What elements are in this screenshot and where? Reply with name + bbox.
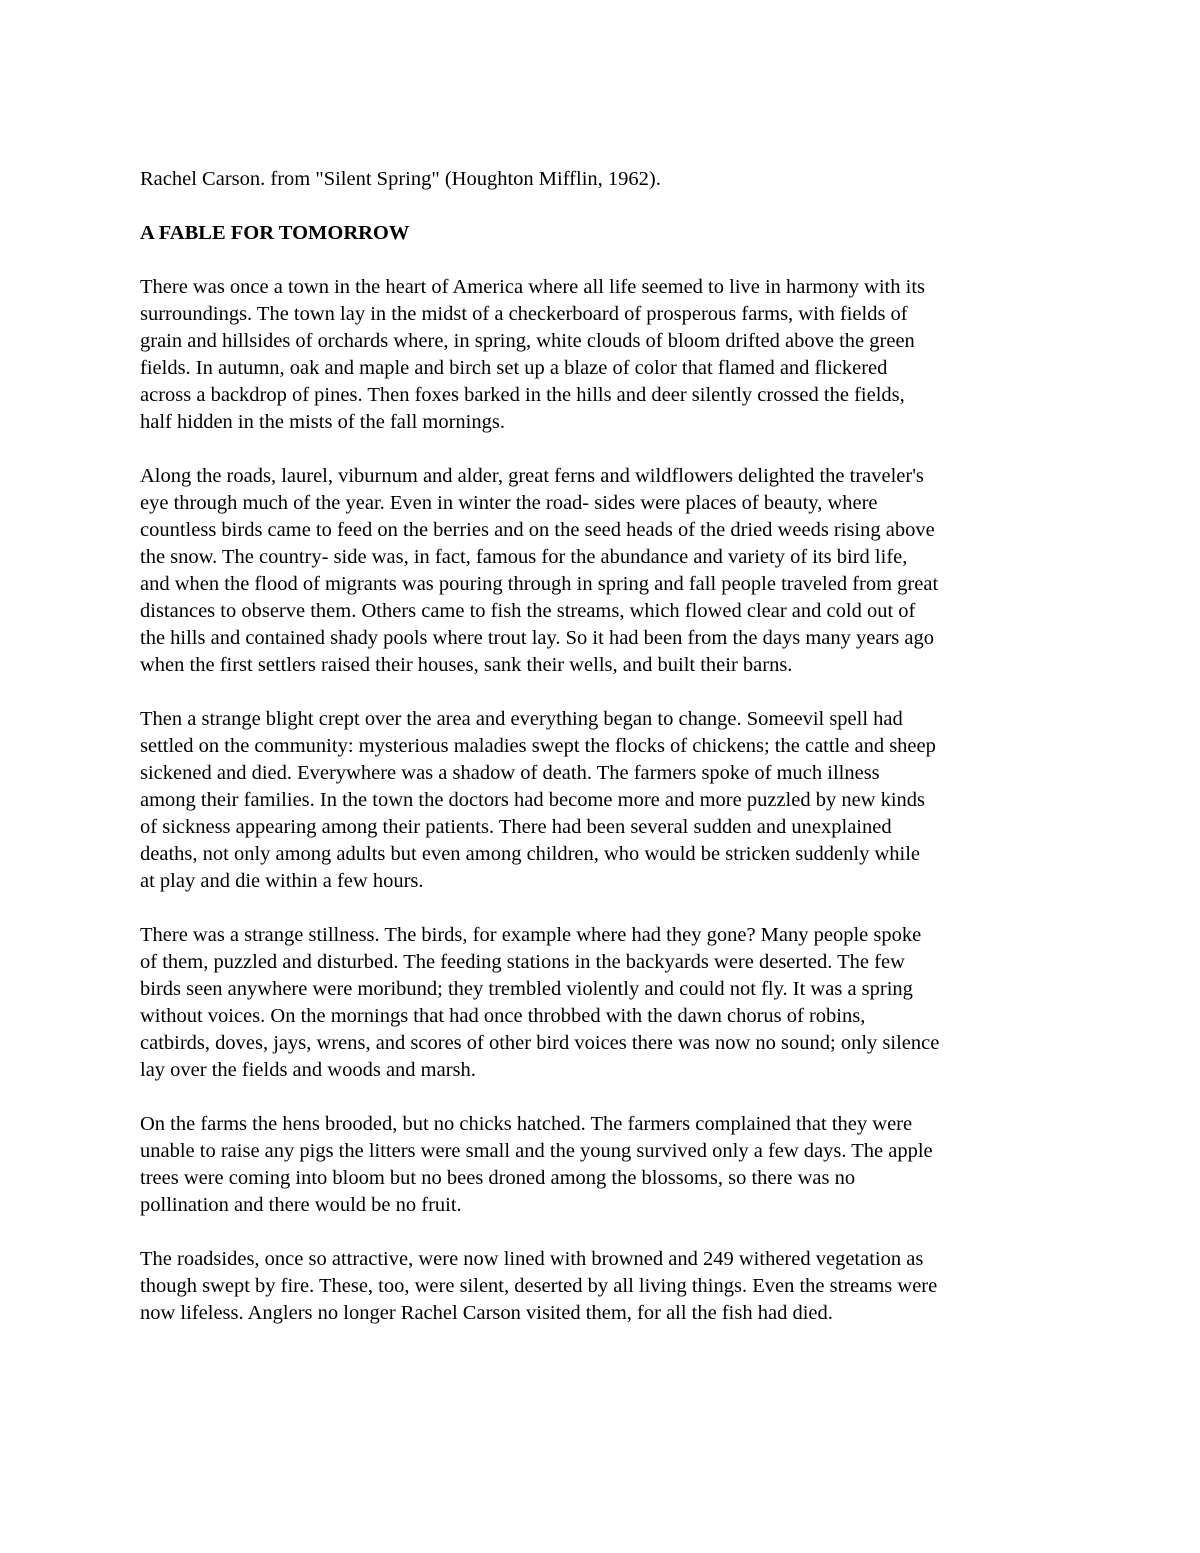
essay-title: A FABLE FOR TOMORROW (140, 222, 410, 244)
text-line: Along the roads, laurel, viburnum and alder, great ferns and wildflowers delighted the traveler's (140, 465, 924, 487)
text-line: eye through much of the year. Even in winter the road- sides were places of beauty, where (140, 492, 878, 514)
text-line: and when the flood of migrants was pouring through in spring and fall people traveled from great (140, 573, 939, 595)
text-line: settled on the community: mysterious maladies swept the flocks of chickens; the cattle and sheep (140, 735, 936, 757)
text-line: deaths, not only among adults but even among children, who would be stricken suddenly while (140, 843, 920, 865)
text-line: The roadsides, once so attractive, were now lined with browned and 249 withered vegetation as (140, 1248, 924, 1270)
text-line: birds seen anywhere were moribund; they trembled violently and could not fly. It was a spring (140, 978, 913, 1000)
text-line: countless birds came to feed on the berries and on the seed heads of the dried weeds rising above (140, 519, 935, 541)
text-line: without voices. On the mornings that had once throbbed with the dawn chorus of robins, (140, 1005, 866, 1027)
text-line: fields. In autumn, oak and maple and birch set up a blaze of color that flamed and flickered (140, 357, 888, 379)
text-line: There was a strange stillness. The birds, for example where had they gone? Many people spoke (140, 924, 922, 946)
text-line: the snow. The country- side was, in fact, famous for the abundance and variety of its bird life, (140, 546, 908, 568)
text-line: half hidden in the mists of the fall mornings. (140, 411, 505, 433)
text-line: when the first settlers raised their houses, sank their wells, and built their barns. (140, 654, 793, 676)
text-line: though swept by fire. These, too, were silent, deserted by all living things. Even the streams were (140, 1275, 938, 1297)
text-line: of them, puzzled and disturbed. The feeding stations in the backyards were deserted. The few (140, 951, 905, 973)
text-line: unable to raise any pigs the litters were small and the young survived only a few days. The apple (140, 1140, 933, 1162)
text-line: catbirds, doves, jays, wrens, and scores of other bird voices there was now no sound; only silence (140, 1032, 940, 1054)
paragraph-1 (140, 274, 1070, 436)
text-line: among their families. In the town the doctors had become more and more puzzled by new kinds (140, 789, 926, 811)
paragraph-4 (140, 922, 1070, 1084)
paragraph-5 (140, 1111, 1070, 1219)
document-body (140, 166, 1070, 1354)
paragraph-3 (140, 706, 1070, 895)
paragraph-2 (140, 463, 1070, 679)
text-line: of sickness appearing among their patients. There had been several sudden and unexplained (140, 816, 892, 838)
text-line: across a backdrop of pines. Then foxes barked in the hills and deer silently crossed the fields, (140, 384, 905, 406)
text-line: Then a strange blight crept over the area and everything began to change. Someevil spell had (140, 708, 903, 730)
text-line: distances to observe them. Others came to fish the streams, which flowed clear and cold out of (140, 600, 916, 622)
text-line: trees were coming into bloom but no bees droned among the blossoms, so there was no (140, 1167, 856, 1189)
text-line: now lifeless. Anglers no longer Rachel Carson visited them, for all the fish had died. (140, 1302, 833, 1324)
text-line: the hills and contained shady pools where trout lay. So it had been from the days many years ago (140, 627, 934, 649)
text-line: lay over the fields and woods and marsh. (140, 1059, 476, 1081)
text-line: surroundings. The town lay in the midst of a checkerboard of prosperous farms, with fields of (140, 303, 908, 325)
text-line: On the farms the hens brooded, but no chicks hatched. The farmers complained that they were (140, 1113, 913, 1135)
text-line: grain and hillsides of orchards where, in spring, white clouds of bloom drifted above the green (140, 330, 915, 352)
text-line: pollination and there would be no fruit. (140, 1194, 462, 1216)
text-line: at play and die within a few hours. (140, 870, 424, 892)
paragraph-6 (140, 1246, 1070, 1327)
text-line: There was once a town in the heart of America where all life seemed to live in harmony with its (140, 276, 925, 298)
text-line: sickened and died. Everywhere was a shadow of death. The farmers spoke of much illness (140, 762, 880, 784)
source-citation: Rachel Carson. from "Silent Spring" (Houghton Mifflin, 1962). (140, 168, 661, 190)
